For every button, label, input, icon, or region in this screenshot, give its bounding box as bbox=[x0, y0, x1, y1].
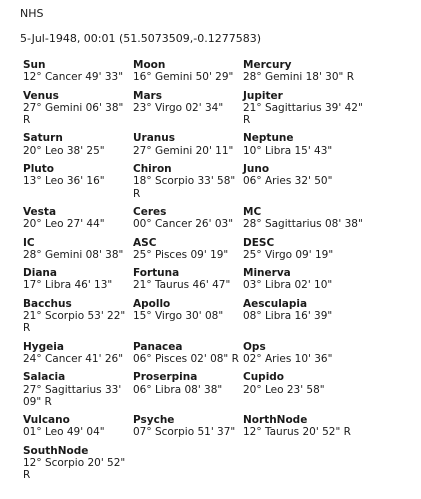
body-name: Sun bbox=[23, 59, 46, 71]
body-position: 27° Gemini 06' 38" R bbox=[23, 101, 124, 127]
body-position: 28° Gemini 18' 30" R bbox=[243, 71, 355, 84]
position-entry-fortuna bbox=[133, 267, 243, 298]
body-position: 13° Leo 36' 16" bbox=[23, 175, 105, 188]
position-entry-sun bbox=[23, 59, 133, 90]
body-position: 25° Pisces 09' 19" bbox=[133, 248, 229, 261]
body-position: 17° Libra 46' 13" bbox=[23, 279, 113, 292]
position-entry-southnode bbox=[23, 445, 133, 488]
body-position: 12° Taurus 20' 52" R bbox=[243, 426, 351, 439]
body-name: Hygeia bbox=[23, 340, 64, 353]
body-name: Psyche bbox=[133, 414, 175, 427]
body-position: 02° Aries 10' 36" bbox=[243, 352, 333, 365]
body-name: Aesculapia bbox=[243, 297, 308, 310]
body-position: 00° Cancer 26' 03" bbox=[133, 218, 234, 231]
body-name: Ops bbox=[243, 340, 266, 353]
body-name: Diana bbox=[23, 267, 57, 280]
position-entry-diana bbox=[23, 267, 133, 298]
body-name: Venus bbox=[23, 89, 59, 102]
body-name: Vesta bbox=[23, 205, 57, 218]
body-position: 12° Scorpio 20' 52" R bbox=[23, 457, 126, 482]
position-entry-proserpina bbox=[133, 371, 243, 414]
body-position: 01° Leo 49' 04" bbox=[23, 426, 105, 439]
position-entry-mars bbox=[133, 90, 243, 133]
body-position: 27° Sagittarius 33' 09" R bbox=[23, 383, 122, 408]
position-entry-hygeia bbox=[23, 341, 133, 372]
body-position: 28° Sagittarius 08' 38" bbox=[243, 218, 363, 231]
chart-date-location: 5-Jul-1948, 00:01 (51.5073509,-0.1277583) bbox=[20, 32, 262, 45]
chart-title: NHS bbox=[20, 7, 44, 20]
body-name: Proserpina bbox=[133, 371, 198, 384]
body-position: 27° Gemini 20' 11" bbox=[133, 144, 234, 157]
position-entry-panacea bbox=[133, 341, 243, 372]
position-entry-bacchus bbox=[23, 298, 133, 341]
body-name: Juno bbox=[243, 163, 270, 176]
position-entry-desc bbox=[243, 237, 373, 268]
position-entry-aesculapia bbox=[243, 298, 373, 341]
position-entry-neptune bbox=[243, 132, 373, 163]
body-name: Minerva bbox=[243, 267, 291, 280]
position-entry-vesta bbox=[23, 206, 133, 237]
body-position: 28° Gemini 08' 38" bbox=[23, 248, 124, 261]
body-name: ASC bbox=[133, 236, 157, 249]
position-entry-ops bbox=[243, 341, 373, 372]
body-position: 10° Libra 15' 43" bbox=[243, 144, 333, 157]
body-position: 23° Virgo 02' 34" bbox=[133, 101, 224, 114]
body-name: Pluto bbox=[23, 163, 55, 176]
body-name: Panacea bbox=[133, 340, 183, 353]
position-entry-ic bbox=[23, 237, 133, 268]
position-entry-juno bbox=[243, 163, 373, 206]
position-entry-mc bbox=[243, 206, 373, 237]
body-name: Bacchus bbox=[23, 297, 72, 310]
body-position: 16° Gemini 50' 29" bbox=[133, 71, 234, 84]
position-entry-uranus bbox=[133, 132, 243, 163]
body-name: Ceres bbox=[133, 205, 167, 218]
position-entry-saturn bbox=[23, 132, 133, 163]
body-name: DESC bbox=[243, 236, 275, 249]
body-name: Saturn bbox=[23, 132, 63, 145]
body-position: 18° Scorpio 33' 58" R bbox=[133, 175, 236, 200]
position-entry-jupiter bbox=[243, 90, 373, 133]
body-name: Uranus bbox=[133, 132, 175, 145]
body-name: Fortuna bbox=[133, 267, 180, 280]
body-position: 06° Pisces 02' 08" R bbox=[133, 352, 239, 365]
position-entry-asc bbox=[133, 237, 243, 268]
position-entry-chiron bbox=[133, 163, 243, 206]
body-name: NorthNode bbox=[243, 414, 308, 427]
position-entry-salacia bbox=[23, 371, 133, 414]
body-name: Vulcano bbox=[23, 414, 70, 427]
body-position: 12° Cancer 49' 33" bbox=[23, 71, 124, 84]
body-name: SouthNode bbox=[23, 444, 89, 457]
body-position: 06° Libra 08' 38" bbox=[133, 383, 223, 396]
body-name: Mars bbox=[133, 89, 162, 102]
body-name: Apollo bbox=[133, 297, 171, 310]
body-name: Moon bbox=[133, 59, 166, 71]
position-entry-venus bbox=[23, 90, 133, 133]
body-name: Mercury bbox=[243, 59, 292, 71]
body-position: 21° Scorpio 53' 22" R bbox=[23, 310, 126, 335]
body-position: 08° Libra 16' 39" bbox=[243, 310, 333, 323]
body-position: 06° Aries 32' 50" bbox=[243, 175, 333, 188]
body-name: Chiron bbox=[133, 163, 172, 176]
body-position: 21° Taurus 46' 47" bbox=[133, 279, 231, 292]
position-entry-northnode bbox=[243, 414, 373, 445]
body-position: 21° Sagittarius 39' 42" R bbox=[243, 101, 363, 127]
body-position: 03° Libra 02' 10" bbox=[243, 279, 333, 292]
position-entry-moon bbox=[133, 59, 243, 90]
body-name: Neptune bbox=[243, 132, 294, 145]
position-entry-vulcano bbox=[23, 414, 133, 445]
body-position: 20° Leo 27' 44" bbox=[23, 218, 105, 231]
body-position: 07° Scorpio 51' 37" bbox=[133, 426, 236, 439]
body-position: 24° Cancer 41' 26" bbox=[23, 352, 124, 365]
body-name: Salacia bbox=[23, 371, 66, 384]
position-entry-cupido bbox=[243, 371, 373, 414]
body-position: 15° Virgo 30' 08" bbox=[133, 310, 224, 323]
body-name: Jupiter bbox=[243, 89, 283, 102]
position-entry-psyche bbox=[133, 414, 243, 445]
position-entry-minerva bbox=[243, 267, 373, 298]
body-position: 25° Virgo 09' 19" bbox=[243, 248, 334, 261]
body-name: Cupido bbox=[243, 371, 285, 384]
body-name: IC bbox=[23, 236, 35, 249]
position-entry-pluto bbox=[23, 163, 133, 206]
body-name: MC bbox=[243, 205, 262, 218]
body-position: 20° Leo 23' 58" bbox=[243, 383, 325, 396]
body-position: 20° Leo 38' 25" bbox=[23, 144, 105, 157]
position-entry-ceres bbox=[133, 206, 243, 237]
position-entry-mercury bbox=[243, 59, 373, 90]
position-entry-apollo bbox=[133, 298, 243, 341]
planet-positions-grid bbox=[23, 59, 403, 488]
